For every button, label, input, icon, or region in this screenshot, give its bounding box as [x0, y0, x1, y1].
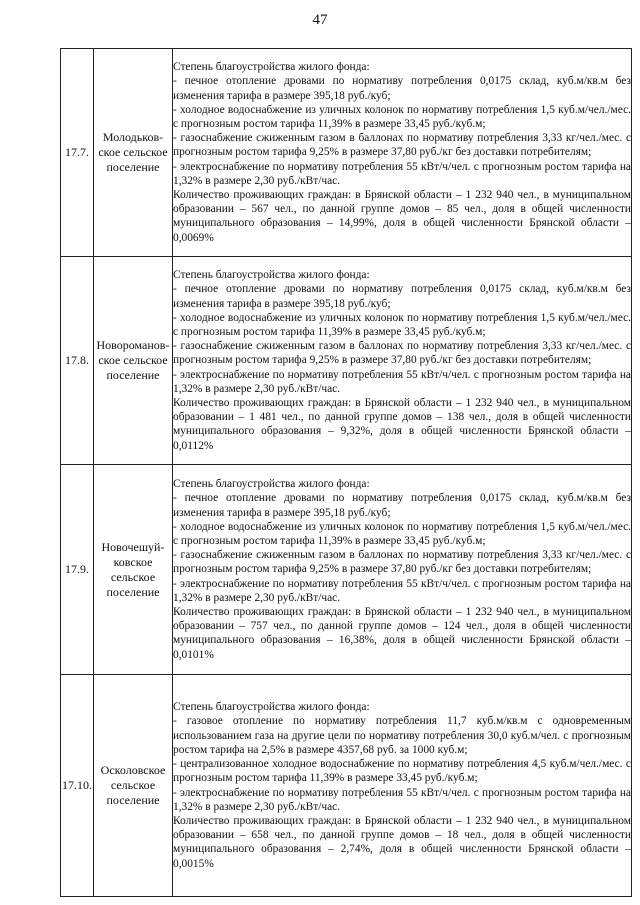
description-line: - печное отопление дровами по нормативу потребления 0,0175 склад, куб.м/кв.м без изменения тарифа в размере 395,18 руб./куб; [173, 75, 631, 102]
row-number: 17.10. [61, 675, 94, 897]
row-number: 17.8. [61, 257, 94, 465]
description-line: - электроснабжение по нормативу потребления 55 кВт/ч/чел. с прогнозным ростом тарифа на 1,32% в размере 2,30 руб./кВт/час. [173, 368, 631, 395]
description-line: - газоснабжение сжиженным газом в баллонах по нормативу потребления 3,33 кг/чел./мес. с прогнозным ростом тарифа 9,25% в размере 37,80 руб./кг без доставки потребителям; [173, 132, 631, 159]
table-row [61, 465, 632, 675]
description-line: - печное отопление дровами по нормативу потребления 0,0175 склад, куб.м/кв.м без изменения тарифа в размере 395,18 руб./куб; [173, 492, 631, 519]
settlement-description [173, 675, 632, 897]
description-line: - холодное водоснабжение из уличных колонок по нормативу потребления 1,5 куб.м/чел./мес. с прогнозным ростом тарифа 11,39% в размере 33,45 руб./куб.м; [173, 103, 631, 130]
settlement-name: Осколовское сельское поселение [94, 675, 173, 897]
settlement-name: Молодьков-ское сельское поселение [94, 49, 173, 257]
description-line: Степень благоустройства жилого фонда: [173, 61, 370, 74]
description-line: Степень благоустройства жилого фонда: [173, 269, 370, 282]
description-line: - газоснабжение сжиженным газом в баллонах по нормативу потребления 3,33 кг/чел./мес. с прогнозным ростом тарифа 9,25% в размере 37,80 руб./кг без доставки потребителям; [173, 549, 631, 576]
description-line: Количество проживающих граждан: в Брянской области – 1 232 940 чел., в муниципальном образовании – 1 481 чел., по данной группе домов – 138 чел., доля в общей численности муниципального образования – 9,32%, доля в общей численности Брянской области – 0,0112% [173, 397, 631, 452]
description-line: - электроснабжение по нормативу потребления 55 кВт/ч/чел. с прогнозным ростом тарифа на 1,32% в размере 2,30 руб./кВт/час. [173, 160, 631, 187]
page-number: 47 [312, 12, 328, 28]
description-line: - газовое отопление по нормативу потребления 11,7 куб.м/кв.м с одновременным использованием газа на другие цели по нормативу потребления 30,0 куб.м/чел. с прогнозным ростом тарифа на 2,5% в размере 4357,68 руб. за 1000 куб.м; [173, 715, 631, 756]
description-line: - электроснабжение по нормативу потребления 55 кВт/ч/чел. с прогнозным ростом тарифа на 1,32% в размере 2,30 руб./кВт/час. [173, 786, 631, 813]
settlement-description [173, 257, 632, 465]
description-line: - электроснабжение по нормативу потребления 55 кВт/ч/чел. с прогнозным ростом тарифа на 1,32% в размере 2,30 руб./кВт/час. [173, 577, 631, 604]
row-number: 17.9. [61, 465, 94, 675]
description-line: - печное отопление дровами по нормативу потребления 0,0175 склад, куб.м/кв.м без изменения тарифа в размере 395,18 руб./куб; [173, 283, 631, 310]
description-line: Количество проживающих граждан: в Брянской области – 1 232 940 чел., в муниципальном образовании – 757 чел., по данной группе домов – 124 чел., доля в общей численности муниципального образования – 16,38%, доля в общей численности Брянской области – 0,0101% [173, 606, 631, 661]
description-line: Степень благоустройства жилого фонда: [173, 701, 370, 714]
settlement-name: Новороманов-ское сельское поселение [94, 257, 173, 465]
description-line: Количество проживающих граждан: в Брянской области – 1 232 940 чел., в муниципальном образовании – 567 чел., по данной группе домов – 85 чел., доля в общей численности муниципального образования – 14,99%, доля в общей численности Брянской области – 0,0069% [173, 189, 631, 244]
settlement-description [173, 49, 632, 257]
settlement-name: Новочешуй-ковское сельское поселение [94, 465, 173, 675]
description-line: - централизованное холодное водоснабжение по нормативу потребления 4,5 куб.м/чел./мес. с прогнозным ростом тарифа 11,39% в размере 33,45 руб./куб.м; [173, 758, 631, 785]
settlement-description [173, 465, 632, 675]
row-number: 17.7. [61, 49, 94, 257]
description-line: - холодное водоснабжение из уличных колонок по нормативу потребления 1,5 куб.м/чел./мес. с прогнозным ростом тарифа 11,39% в размере 33,45 руб./куб.м; [173, 520, 631, 547]
table-row [61, 49, 632, 257]
table-row [61, 257, 632, 465]
settlements-table [60, 48, 632, 897]
description-line: Количество проживающих граждан: в Брянской области – 1 232 940 чел., в муниципальном образовании – 658 чел., по данной группе домов – 18 чел., доля в общей численности муниципального образования – 2,74%, доля в общей численности Брянской области – 0,0015% [173, 814, 631, 870]
description-line: - холодное водоснабжение из уличных колонок по нормативу потребления 1,5 куб.м/чел./мес. с прогнозным ростом тарифа 11,39% в размере 33,45 руб./куб.м; [173, 311, 631, 338]
table-row [61, 675, 632, 897]
description-line: - газоснабжение сжиженным газом в баллонах по нормативу потребления 3,33 кг/чел./мес. с прогнозным ростом тарифа 9,25% в размере 37,80 руб./кг без доставки потребителям; [173, 340, 631, 367]
description-line: Степень благоустройства жилого фонда: [173, 478, 370, 491]
